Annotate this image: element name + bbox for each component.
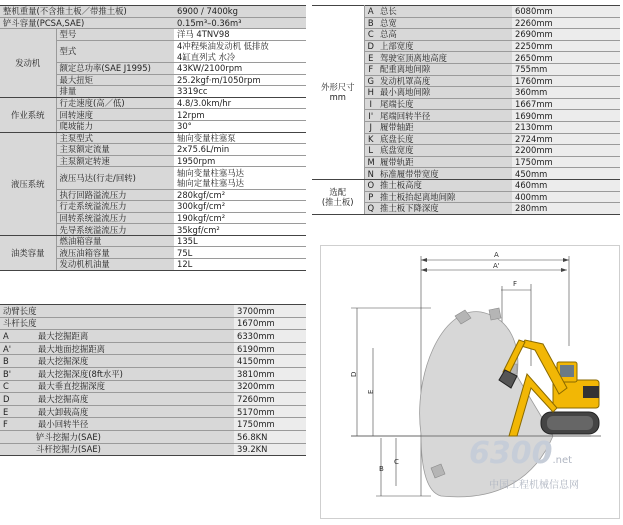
dimension-label: 尾端回转半径 [377,110,512,122]
working-range-label: 最大地面挖掘距离 [34,342,234,355]
dim-label-f: F [513,280,518,288]
working-range-value: 3200mm [234,380,306,393]
working-range-diagram [320,245,620,519]
dimension-value: 2130mm [512,121,620,133]
digging-force-label: 铲斗挖掘力(SAE) [0,430,234,443]
dimension-code: L [364,145,377,157]
working-range-value: 3700mm [234,305,306,318]
spec-group-label: 发动机 [0,29,56,98]
dimension-label: 底盘长度 [377,133,512,145]
dimension-label: 履带轨距 [377,156,512,168]
dimension-code: C [364,29,377,41]
spec-label: 行走速度(高／低) [56,97,174,109]
dimension-value: 360mm [512,87,620,99]
working-range-code: A' [0,342,34,355]
dimension-code: I' [364,110,377,122]
watermark-subtitle: 中国工程机械信息网 [489,480,579,491]
working-range-value: 6190mm [234,342,306,355]
working-range-row [0,367,306,380]
dimension-value: 450mm [512,168,620,180]
digging-force-row [0,430,306,443]
working-range-label: 最大卸载高度 [34,405,234,418]
spec-value: 4冲程柴油发动机 低排放 [177,41,269,52]
spec-label: 铲斗容量(PCSA,SAE) [0,17,174,29]
working-range-label: 最大垂直挖掘深度 [34,380,234,393]
working-range-label: 最小回转半径 [34,418,234,431]
digging-force-value: 56.8KN [234,430,306,443]
dim-label-d: D [350,371,358,377]
spec-value: 轴向变量柱塞泵 [174,132,306,144]
dimension-label: 配重离地间隙 [377,63,512,75]
spec-value: 3319cc [174,86,306,98]
spec-value: 2x75.6L/min [174,144,306,156]
working-range-row [0,330,306,343]
working-range-row [0,405,306,418]
spec-label: 回转速度 [56,109,174,121]
spec-value: 12rpm [174,109,306,121]
dimension-value: 1667mm [512,98,620,110]
dimension-label: 最小离地间隙 [377,87,512,99]
working-range-value: 1750mm [234,418,306,431]
working-range-code: E [0,405,34,418]
spec-row [0,6,306,18]
dimension-label: 推土板抬起离地间隙 [377,191,512,203]
working-range-value: 6330mm [234,330,306,343]
dimension-code: N [364,168,377,180]
dimension-value: 2650mm [512,52,620,64]
spec-label: 先导系统溢流压力 [56,224,174,236]
spec-label: 执行回路溢流压力 [56,189,174,201]
dimension-label: 尾端长度 [377,98,512,110]
dimension-label: 总高 [377,29,512,41]
dim-label-a-prime: A' [493,262,500,270]
working-range-label: 最大挖掘高度 [34,393,234,406]
spec-value: 轴向变量柱塞马达 [177,167,245,178]
working-range-code: B [0,355,34,368]
working-range-code: C [0,380,34,393]
working-range-code: F [0,418,34,431]
working-range-value: 5170mm [234,405,306,418]
spec-label: 额定总功率(SAE J1995) [56,62,174,74]
dimension-code: K [364,133,377,145]
spec-value: 135L [174,235,306,247]
working-range-label: 最大挖掘距离 [34,330,234,343]
working-range-label: 最大挖掘深度(8ft水平) [34,367,234,380]
dimension-value: 2724mm [512,133,620,145]
working-range-row [0,393,306,406]
dimension-code: J [364,121,377,133]
spec-value: 300kgf/cm² [174,201,306,213]
dimension-label: 履带轴距 [377,121,512,133]
working-range-row [0,380,306,393]
dimension-value: 400mm [512,191,620,203]
working-range-table [0,304,306,456]
dimension-group-label: 外形尺寸 mm [312,6,364,180]
working-range-value: 4150mm [234,355,306,368]
dimension-code: A [364,6,377,18]
working-range-value: 1670mm [234,317,306,330]
dimension-value: 2260mm [512,17,620,29]
dim-label-b: B [379,465,384,473]
spec-value: 75L [174,247,306,259]
spec-label: 发动机机油量 [56,259,174,271]
working-range-row [0,342,306,355]
dim-label-a: A [494,251,499,259]
dimension-row [312,179,620,191]
spec-label: 燃油箱容量 [56,235,174,247]
spec-value: 洋马 4TNV98 [174,29,306,41]
dimension-table [312,5,620,215]
spec-label: 排量 [56,86,174,98]
spec-label: 爬坡能力 [56,120,174,132]
spec-row [0,17,306,29]
dimension-code: O [364,179,377,191]
spec-value: 0.15m³–0.36m³ [174,17,306,29]
dimension-code: P [364,191,377,203]
dimension-value: 755mm [512,63,620,75]
working-range-code: B' [0,367,34,380]
spec-value: 25.2kgf·m/1050rpm [174,74,306,86]
spec-label: 液压油箱容量 [56,247,174,259]
dimension-code: B [364,17,377,29]
spec-label: 主泵额定转速 [56,155,174,167]
working-range-label: 动臂长度 [0,305,234,318]
dimension-code: D [364,40,377,52]
spec-label: 型号 [56,29,174,41]
dimension-value: 6080mm [512,6,620,18]
spec-label: 液压马达(行走/回转) [56,167,174,189]
dimension-value: 2200mm [512,145,620,157]
dimension-value: 1760mm [512,75,620,87]
working-range-label: 斗杆长度 [0,317,234,330]
spec-value: 190kgf/cm² [174,212,306,224]
spec-label: 主泵额定流量 [56,144,174,156]
dimension-label: 总长 [377,6,512,18]
dimension-row [312,6,620,18]
dim-label-e: E [367,389,375,394]
working-range-row [0,355,306,368]
dimension-code: F [364,63,377,75]
spec-value: 35kgf/cm² [174,224,306,236]
working-range-code: A [0,330,34,343]
dimension-code: Q [364,203,377,215]
machine-spec-table [0,5,306,271]
watermark-logo: 6300.net [469,436,573,471]
dimension-value: 1750mm [512,156,620,168]
spec-group-label: 油类容量 [0,235,56,270]
spec-value: 12L [174,259,306,271]
dimension-label: 上部宽度 [377,40,512,52]
working-range-label: 最大挖掘深度 [34,355,234,368]
dimension-code: I [364,98,377,110]
spec-value: 6900 / 7400kg [174,6,306,18]
digging-force-label: 斗杆挖掘力(SAE) [0,443,234,456]
dimension-code: G [364,75,377,87]
working-range-value: 7260mm [234,393,306,406]
spec-label: 行走系统溢流压力 [56,201,174,213]
spec-row [0,97,306,109]
spec-row [0,235,306,247]
dimension-value: 2250mm [512,40,620,52]
dimension-value: 280mm [512,203,620,215]
working-range-code: D [0,393,34,406]
dimension-code: E [364,52,377,64]
spec-label: 回转系统溢流压力 [56,212,174,224]
spec-label: 型式 [56,40,174,62]
spec-label: 整机重量(不含推土板／带推土板) [0,6,174,18]
working-range-row [0,317,306,330]
spec-row [0,29,306,41]
spec-value: 30° [174,120,306,132]
dimension-value: 1690mm [512,110,620,122]
spec-value-2: 4缸直列式 水冷 [174,51,306,62]
spec-value: 43KW/2100rpm [174,62,306,74]
dimension-code: M [364,156,377,168]
dimension-label: 总宽 [377,17,512,29]
spec-value: 1950rpm [174,155,306,167]
spec-label: 主泵型式 [56,132,174,144]
dimension-label: 发动机罩高度 [377,75,512,87]
dimension-label: 推土板下降深度 [377,203,512,215]
dimension-value: 460mm [512,179,620,191]
working-range-row [0,418,306,431]
spec-row [0,132,306,144]
digging-force-row [0,443,306,456]
dim-label-c: C [394,458,399,466]
dimension-label: 底盘宽度 [377,145,512,157]
spec-value: 280kgf/cm² [174,189,306,201]
spec-value: 4.8/3.0km/hr [174,97,306,109]
digging-force-value: 39.2KN [234,443,306,456]
dimension-value: 2690mm [512,29,620,41]
dimension-label: 标准履带带宽度 [377,168,512,180]
spec-label: 最大扭矩 [56,74,174,86]
spec-group-label: 作业系统 [0,97,56,132]
spec-group-label: 液压系统 [0,132,56,235]
working-range-value: 3810mm [234,367,306,380]
spec-value-2: 轴向定量柱塞马达 [174,178,306,189]
option-group-label: 选配 (推土板) [312,179,364,214]
working-range-row [0,305,306,318]
dimension-code: H [364,87,377,99]
dimension-label: 驾驶室顶离地高度 [377,52,512,64]
dimension-label: 推土板高度 [377,179,512,191]
